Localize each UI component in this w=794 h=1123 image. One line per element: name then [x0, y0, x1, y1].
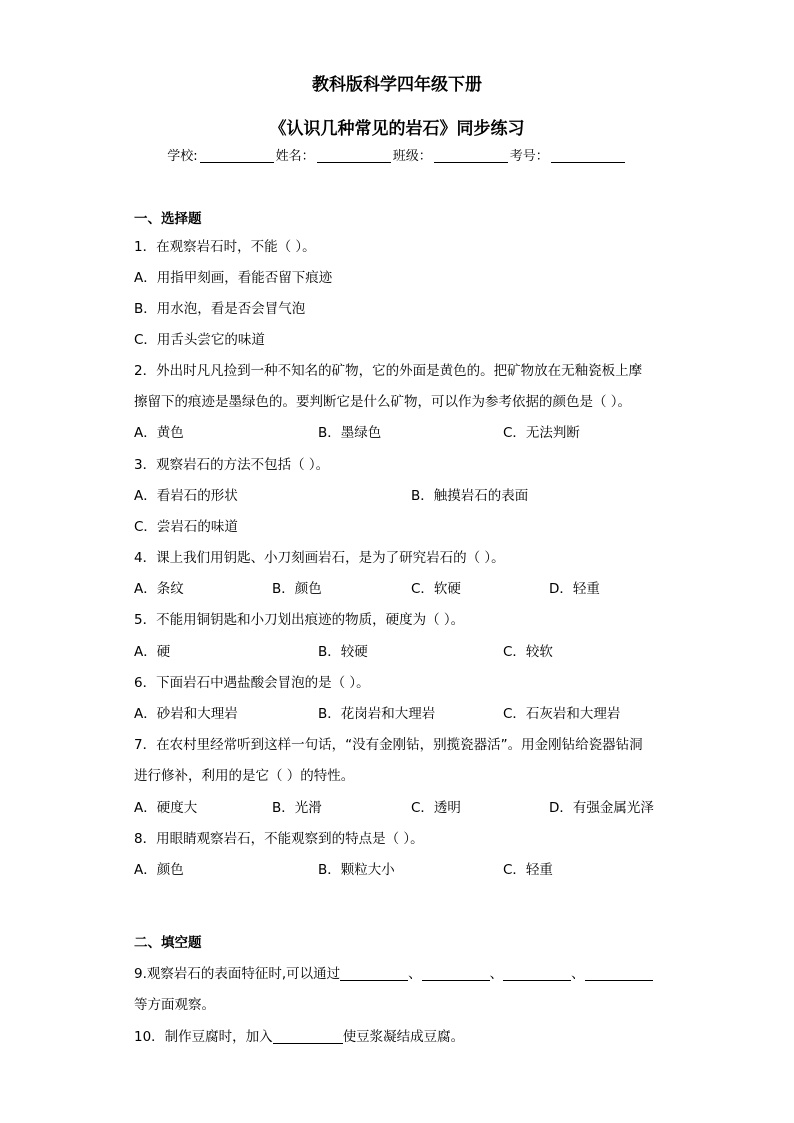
school-label: 学校:	[167, 149, 198, 164]
question-5-option-c[interactable]: C．较软	[503, 644, 553, 660]
student-info-line	[0, 145, 794, 164]
question-5-stem: 5．不能用铜钥匙和小刀划出痕迹的物质，硬度为（ ）。	[134, 612, 465, 628]
question-9-separator: 、	[408, 966, 422, 982]
school-blank[interactable]	[200, 148, 274, 163]
question-2-option-c[interactable]: C．无法判断	[503, 425, 580, 441]
number-blank[interactable]	[551, 148, 625, 163]
question-9-suffix: 等方面观察。	[134, 997, 215, 1013]
question-1-stem: 1．在观察岩石时，不能（ ）。	[134, 239, 316, 255]
question-10-blank[interactable]	[273, 1029, 343, 1044]
question-6-option-b[interactable]: B．花岗岩和大理岩	[318, 706, 436, 722]
page-title: 教科版科学四年级下册	[312, 75, 482, 95]
question-9-blank-2[interactable]	[422, 966, 490, 981]
question-8-option-c[interactable]: C．轻重	[503, 862, 553, 878]
question-5-option-a[interactable]: A．硬	[134, 644, 171, 660]
question-7-stem-line1: 7．在农村里经常听到这样一句话，“没有金刚钻，别揽瓷器活”。用金刚钻给瓷器钻洞	[134, 737, 643, 753]
question-9-separator: 、	[571, 966, 585, 982]
question-4-option-b[interactable]: B．颜色	[272, 581, 322, 597]
question-7-option-d[interactable]: D．有强金属光泽	[549, 800, 654, 816]
question-4-stem: 4．课上我们用钥匙、小刀刻画岩石，是为了研究岩石的（ ）。	[134, 550, 505, 566]
number-label: 考号：	[509, 149, 549, 164]
name-label: 姓名：	[275, 149, 315, 164]
question-2-option-a[interactable]: A．黄色	[134, 425, 184, 441]
class-blank[interactable]	[434, 148, 508, 163]
question-1-option-c[interactable]: C．用舌头尝它的味道	[134, 332, 265, 348]
question-6-option-c[interactable]: C．石灰岩和大理岩	[503, 706, 621, 722]
name-blank[interactable]	[317, 148, 391, 163]
question-10-line	[134, 1025, 464, 1045]
question-5-option-b[interactable]: B．较硬	[318, 644, 368, 660]
question-7-option-b[interactable]: B．光滑	[272, 800, 322, 816]
question-7-option-a[interactable]: A．硬度大	[134, 800, 198, 816]
section-choice-heading: 一、选择题	[134, 211, 202, 227]
question-2-stem-line2: 擦留下的痕迹是墨绿色的。要判断它是什么矿物，可以作为参考依据的颜色是（ ）。	[134, 394, 632, 410]
question-3-option-a[interactable]: A．看岩石的形状	[134, 488, 238, 504]
question-4-option-c[interactable]: C．软硬	[411, 581, 461, 597]
question-3-option-b[interactable]: B．触摸岩石的表面	[411, 488, 529, 504]
question-8-stem: 8．用眼睛观察岩石，不能观察到的特点是（ ）。	[134, 831, 424, 847]
question-2-option-b[interactable]: B．墨绿色	[318, 425, 382, 441]
question-7-option-c[interactable]: C．透明	[411, 800, 461, 816]
question-9-blank-3[interactable]	[503, 966, 571, 981]
question-3-option-c[interactable]: C．尝岩石的味道	[134, 519, 238, 535]
question-9-blank-4[interactable]	[585, 966, 653, 981]
question-3-stem: 3．观察岩石的方法不包括（ ）。	[134, 457, 330, 473]
question-2-stem-line1: 2．外出时凡凡捡到一种不知名的矿物，它的外面是黄色的。把矿物放在无釉瓷板上摩	[134, 363, 643, 379]
question-9-blank-1[interactable]	[340, 966, 408, 981]
class-label: 班级：	[392, 149, 432, 164]
question-8-option-a[interactable]: A．颜色	[134, 862, 184, 878]
question-8-option-b[interactable]: B．颗粒大小	[318, 862, 395, 878]
question-9-prefix: 9.观察岩石的表面特征时,可以通过	[134, 966, 341, 982]
question-1-option-a[interactable]: A．用指甲刻画，看能否留下痕迹	[134, 270, 333, 286]
section-fill-heading: 二、填空题	[134, 935, 202, 951]
question-10-suffix: 使豆浆凝结成豆腐。	[342, 1029, 465, 1045]
question-1-option-b[interactable]: B．用水泡，看是否会冒气泡	[134, 301, 306, 317]
question-9-separator: 、	[489, 966, 504, 982]
question-10-prefix: 10．制作豆腐时，加入	[134, 1029, 273, 1045]
page-subtitle: 《认识几种常见的岩石》同步练习	[269, 119, 525, 139]
question-6-option-a[interactable]: A．砂岩和大理岩	[134, 706, 238, 722]
question-4-option-a[interactable]: A．条纹	[134, 581, 184, 597]
question-4-option-d[interactable]: D．轻重	[549, 581, 600, 597]
question-6-stem: 6．下面岩石中遇盐酸会冒泡的是（ ）。	[134, 675, 370, 691]
question-7-stem-line2: 进行修补，利用的是它（ ）的特性。	[134, 768, 355, 784]
question-9-line1	[134, 962, 653, 982]
